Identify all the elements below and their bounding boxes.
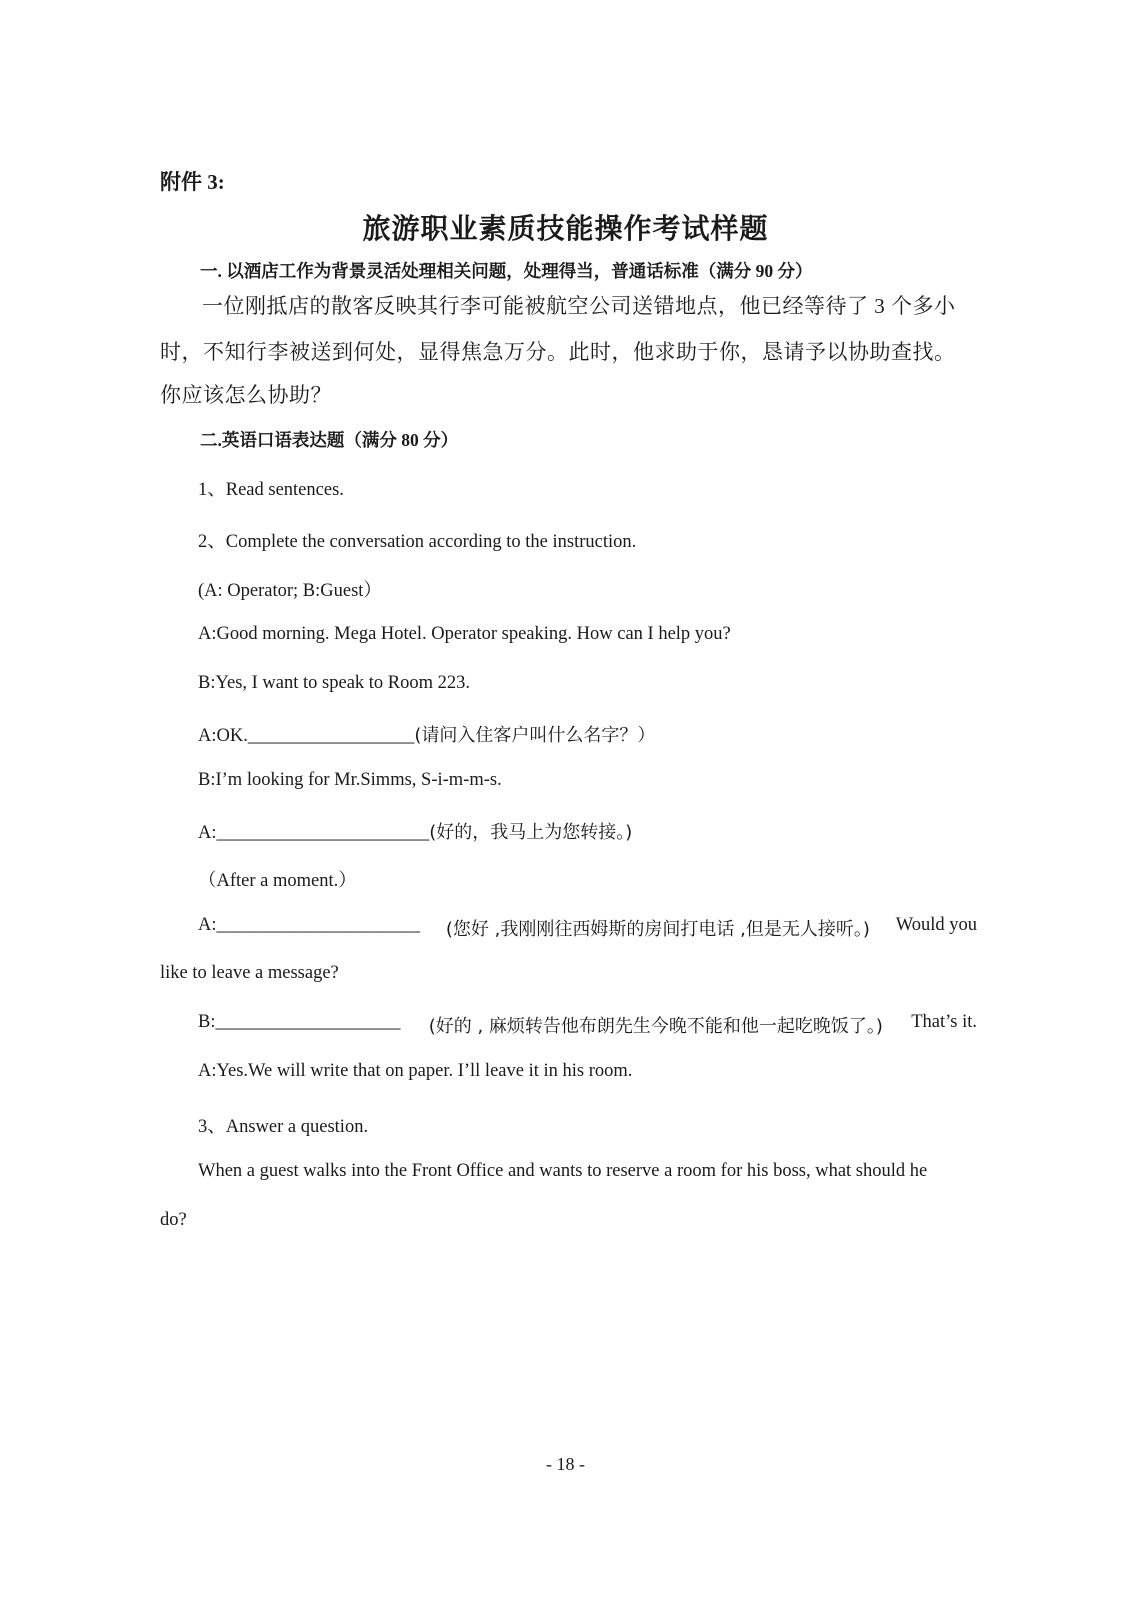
page-title: 旅游职业素质技能操作考试样题 — [362, 214, 769, 245]
roles-note: (A: Operator; B:Guest） — [198, 581, 382, 601]
dialogue-line-7-suffix: Would you — [895, 915, 977, 935]
item-complete-conversation: 2、Complete the conversation according to the instruction. — [198, 532, 637, 552]
question-line-2: do? — [160, 1210, 187, 1230]
section1-paragraph-line-2: 时，不知行李被送到何处，显得焦急万分。此时，他求助于你，恳请予以协助查找。 — [160, 340, 956, 364]
dialogue-line-9: A:Yes.We will write that on paper. I’ll leave it in his room. — [198, 1061, 633, 1081]
dialogue-line-5 — [198, 818, 632, 844]
question-text: When a guest walks into the Front Office and wants to reserve a room for his boss, what should he — [198, 1161, 928, 1181]
dialogue-line-8-suffix: That’s it. — [911, 1012, 977, 1032]
dialogue-line-7-blank: A:______________________ — [198, 915, 420, 935]
dialogue-line-8-chinese-hint: (好的 , 麻烦转告他布朗先生今晚不能和他一起吃晚饭了。) — [428, 1016, 883, 1037]
dialogue-line-1: A:Good morning. Mega Hotel. Operator speaking. How can I help you? — [198, 624, 731, 644]
dialogue-line-7 — [198, 915, 977, 941]
section1-paragraph-line-3: 你应该怎么协助？ — [160, 383, 332, 407]
dialogue-line-7-chinese-hint: (您好 ,我刚刚往西姆斯的房间打电话 ,但是无人接听。) — [445, 919, 870, 940]
dialogue-line-6: （After a moment.） — [198, 871, 357, 891]
dialogue-line-4: B:I’m looking for Mr.Simms, S-i-m-m-s. — [198, 770, 502, 790]
dialogue-line-3-chinese-hint: (请问入住客户叫什么名字？） — [414, 725, 656, 746]
section2-heading: 二.英语口语表达题（满分 80 分） — [200, 430, 459, 450]
attachment-label: 附件 3: — [160, 170, 225, 194]
dialogue-line-5-blank: A:_______________________ — [198, 823, 430, 843]
item-read-sentences: 1、Read sentences. — [198, 480, 344, 500]
question-line-1 — [198, 1161, 977, 1182]
dialogue-line-3-blank: A:OK.__________________ — [198, 726, 415, 746]
item-answer-question: 3、Answer a question. — [198, 1117, 369, 1137]
dialogue-line-8 — [198, 1012, 977, 1038]
dialogue-line-5-chinese-hint: (好的，我马上为您转接。) — [429, 822, 633, 843]
dialogue-line-7-continuation: like to leave a message? — [160, 963, 339, 983]
dialogue-line-3 — [198, 721, 655, 747]
section1-paragraph-line-1: 一位刚抵店的散客反映其行李可能被航空公司送错地点，他已经等待了 3 个多小 — [202, 294, 956, 318]
dialogue-line-8-blank: B:____________________ — [198, 1012, 401, 1032]
page-number: - 18 - — [546, 1454, 585, 1474]
dialogue-line-2: B:Yes, I want to speak to Room 223. — [198, 673, 471, 693]
section1-heading: 一. 以酒店工作为背景灵活处理相关问题，处理得当，普通话标准（满分 90 分） — [200, 261, 813, 281]
